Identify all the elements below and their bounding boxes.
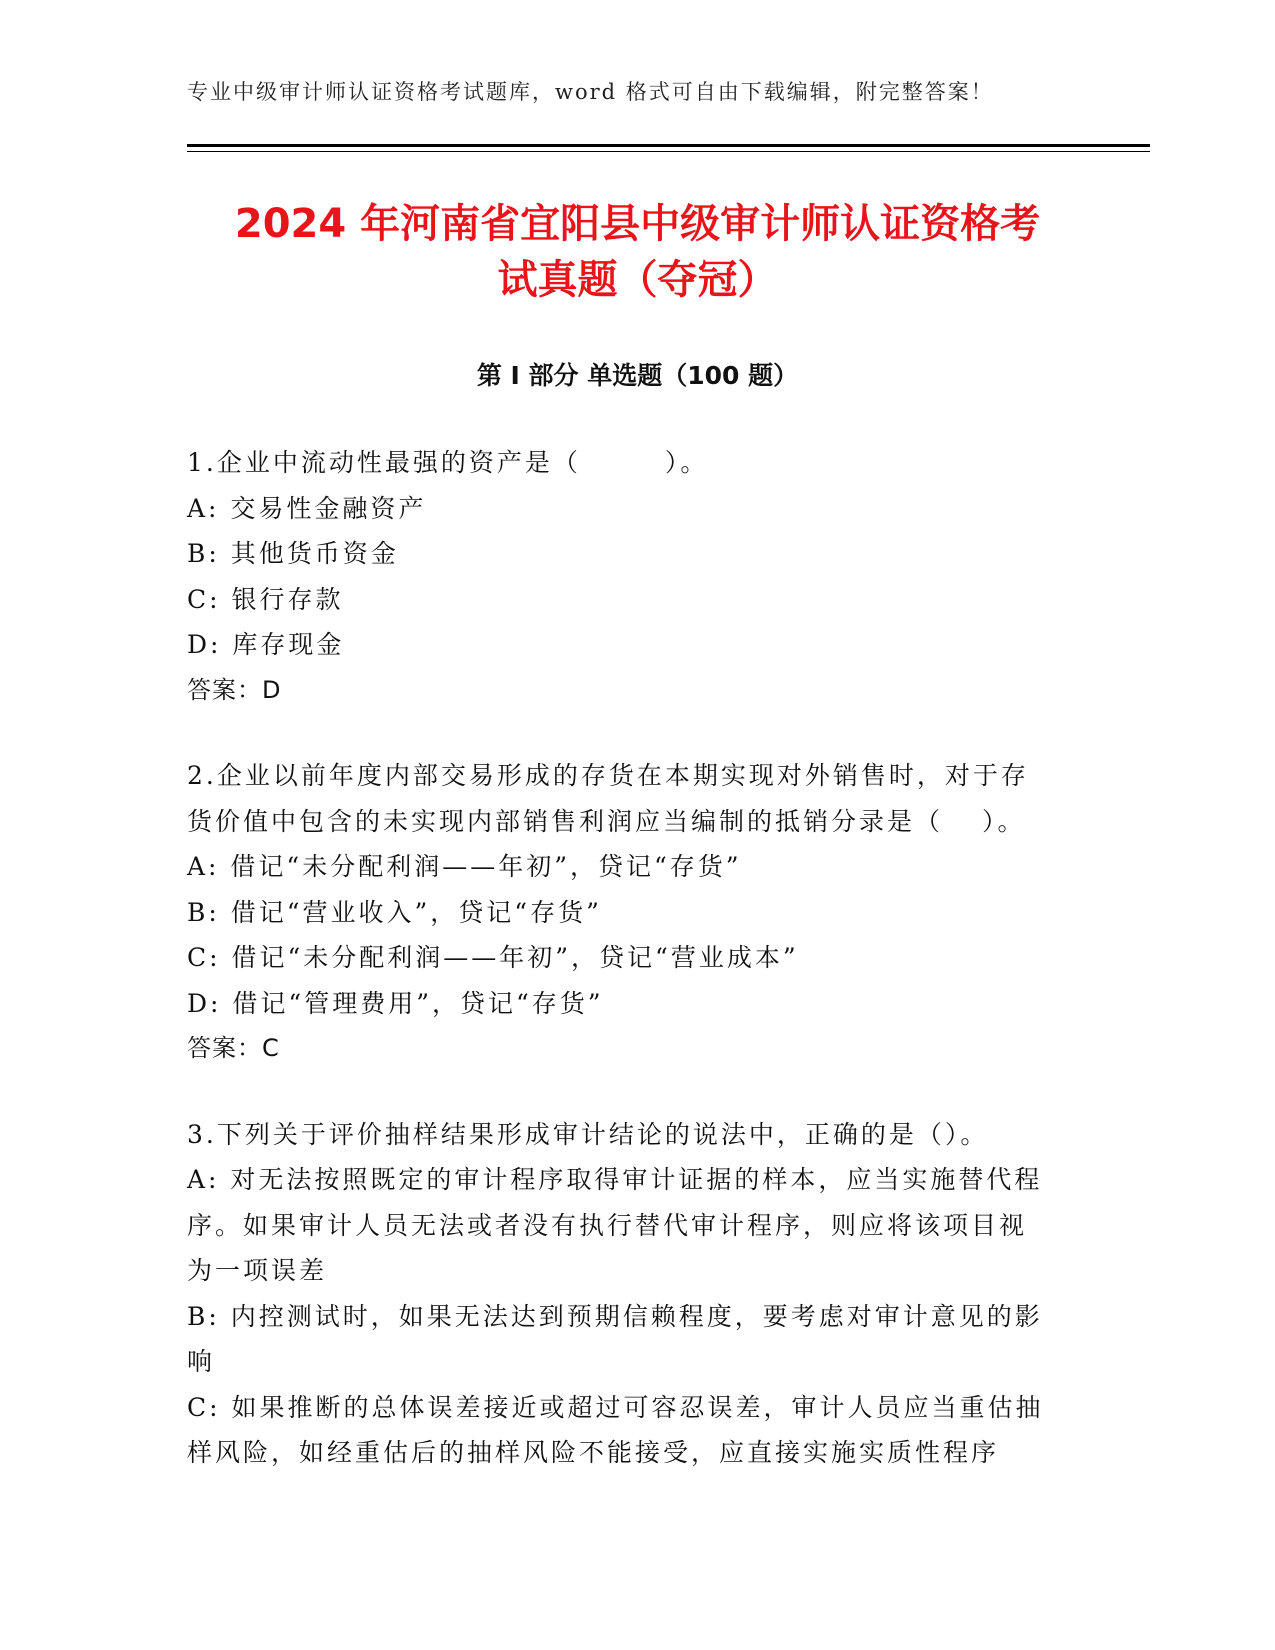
option-b-line-2: 响 bbox=[187, 1347, 216, 1376]
option-d: D: 库存现金 bbox=[187, 630, 345, 659]
header-rule-thin bbox=[187, 151, 1150, 152]
option-b: B: 借记“营业收入”，贷记“存货” bbox=[187, 897, 602, 927]
question-stem: 3.下列关于评价抽样结果形成审计结论的说法中，正确的是（）。 bbox=[187, 1119, 989, 1149]
option-a: A: 交易性金融资产 bbox=[187, 493, 427, 523]
question-1 bbox=[187, 440, 1092, 713]
option-c: C: 银行存款 bbox=[187, 584, 344, 614]
option-a-line-2: 序。如果审计人员无法或者没有执行替代审计程序，则应将该项目视 bbox=[187, 1210, 1028, 1240]
option-c: C: 借记“未分配利润——年初”，贷记“营业成本” bbox=[187, 943, 799, 972]
answer: 答案：D bbox=[187, 675, 282, 704]
section-heading: 第 I 部分 单选题（100 题） bbox=[476, 361, 799, 390]
answer: 答案：C bbox=[187, 1034, 280, 1062]
question-stem-line-2: 货价值中包含的未实现内部销售利润应当编制的抵销分录是（ ）。 bbox=[187, 806, 1026, 836]
question-2 bbox=[187, 753, 1092, 1072]
option-a-line-1: A: 对无法按照既定的审计程序取得审计证据的样本，应当实施替代程 bbox=[187, 1165, 1043, 1194]
document-title bbox=[150, 196, 1125, 308]
option-b-line-1: B: 内控测试时，如果无法达到预期信赖程度，要考虑对审计意见的影 bbox=[187, 1301, 1043, 1331]
header-note: 专业中级审计师认证资格考试题库，word 格式可自由下载编辑，附完整答案！ bbox=[187, 80, 994, 104]
option-a: A: 借记“未分配利润——年初”，贷记“存货” bbox=[187, 852, 742, 881]
option-b: B: 其他货币资金 bbox=[187, 539, 399, 568]
question-list bbox=[187, 440, 1092, 1516]
question-3 bbox=[187, 1112, 1092, 1476]
document-title-line-1: 2024 年河南省宜阳县中级审计师认证资格考 bbox=[234, 201, 1041, 247]
question-stem: 1.企业中流动性最强的资产是（ ）。 bbox=[187, 448, 709, 477]
option-a-line-3: 为一项误差 bbox=[187, 1256, 328, 1285]
question-stem-line-1: 2.企业以前年度内部交易形成的存货在本期实现对外销售时，对于存 bbox=[187, 761, 1029, 790]
document-title-line-2: 试真题（夺冠） bbox=[497, 257, 778, 303]
option-c-line-1: C: 如果推断的总体误差接近或超过可容忍误差，审计人员应当重估抽 bbox=[187, 1392, 1044, 1422]
option-d: D: 借记“管理费用”，贷记“存货” bbox=[187, 988, 604, 1018]
option-c-line-2: 样风险，如经重估后的抽样风险不能接受，应直接实施实质性程序 bbox=[187, 1438, 1000, 1467]
header-rule-thick bbox=[187, 144, 1150, 147]
